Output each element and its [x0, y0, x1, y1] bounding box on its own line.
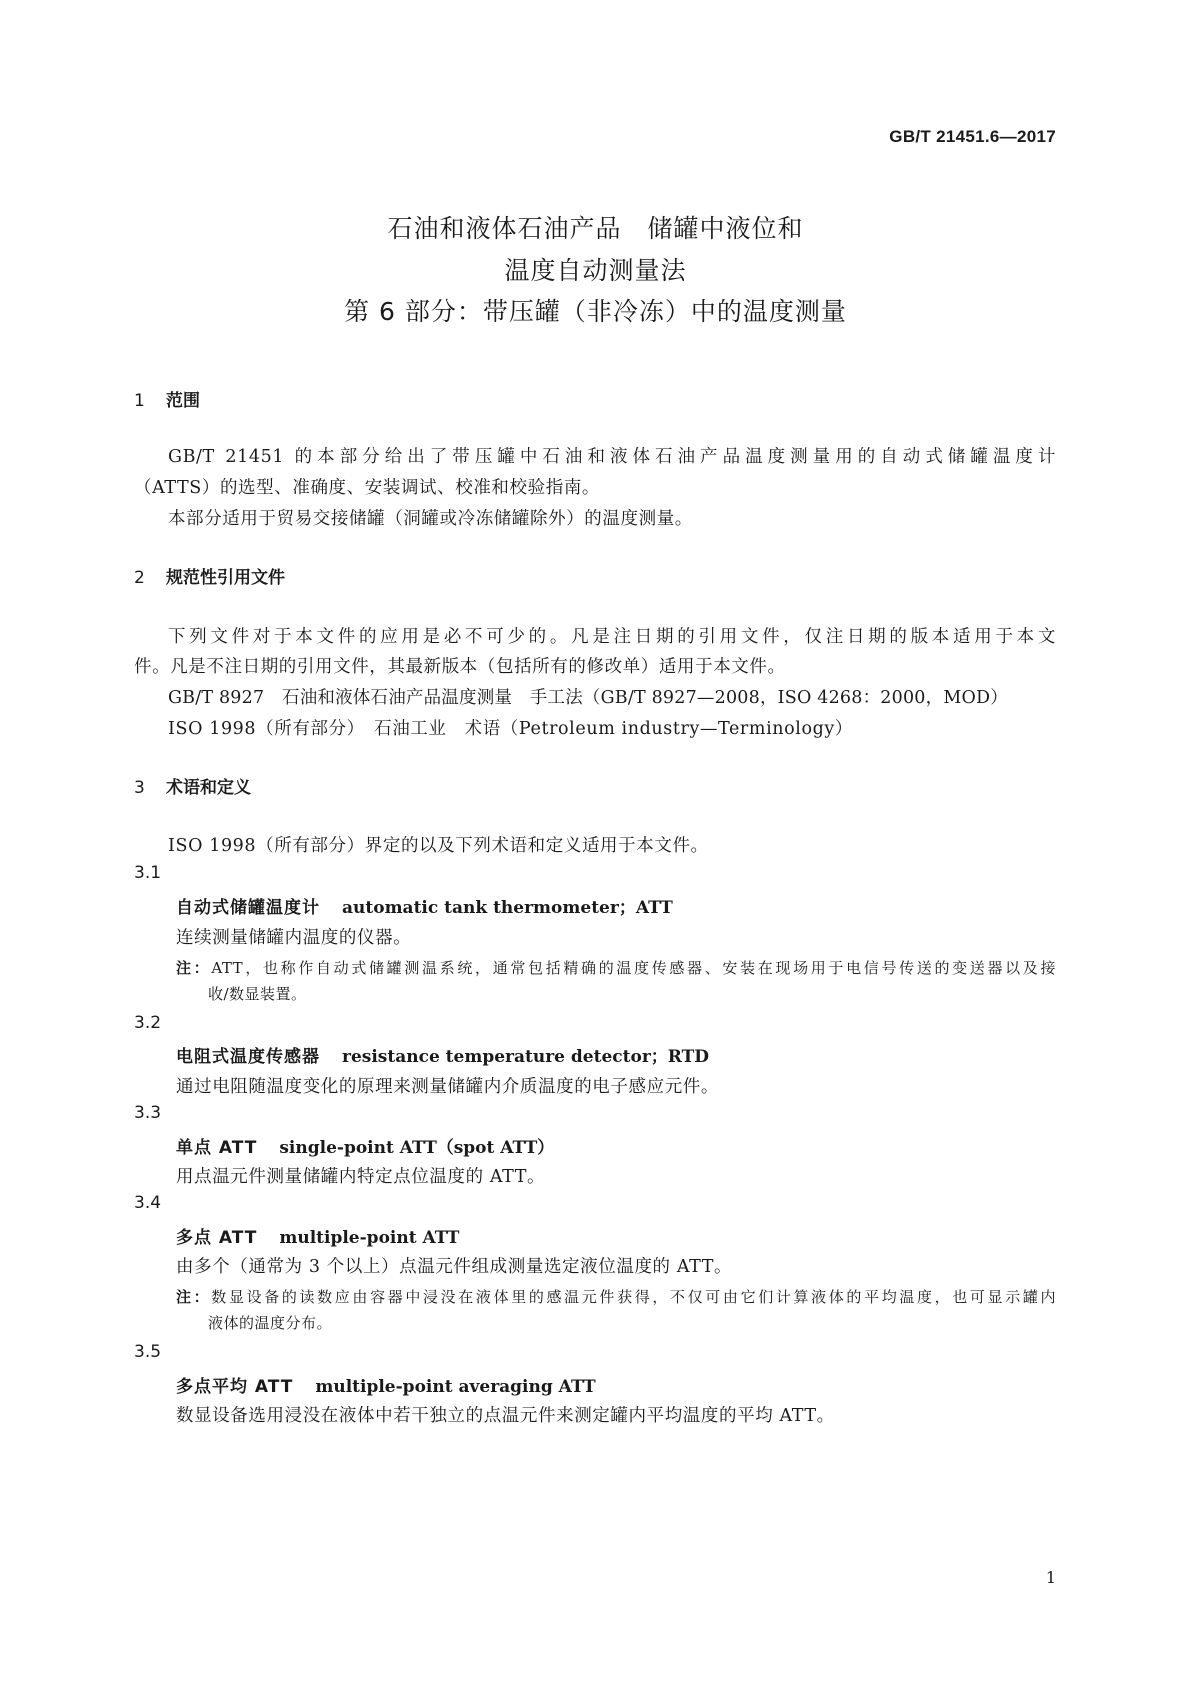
paragraph-text: GB/T 21451 的本部分给出了带压罐中石油和液体石油产品温度测量用的自动式储罐温度计: [168, 447, 1056, 467]
term-zh: 电阻式温度传感器: [176, 1047, 320, 1067]
title-line-1: 石油和液体石油产品 储罐中液位和: [387, 214, 804, 243]
section-2-heading: [134, 563, 285, 588]
paragraph-text: 本部分适用于贸易交接储罐（洞罐或冷冻储罐除外）的温度测量。: [168, 509, 693, 529]
paragraph: [134, 623, 1056, 648]
note-text: 收/数显装置。: [208, 985, 307, 1003]
term-number: 3.1: [134, 863, 162, 883]
reference-item: GB/T 8927 石油和液体石油产品温度测量 手工法（GB/T 8927—2008，ISO 4268：2000，MOD）: [168, 688, 1008, 708]
term-heading: [176, 1133, 554, 1158]
paragraph-text: ISO 1998（所有部分）界定的以及下列术语和定义适用于本文件。: [168, 836, 709, 856]
term-zh: 单点 ATT: [176, 1138, 258, 1158]
section-number: 2: [134, 568, 145, 588]
section-number: 1: [134, 391, 145, 411]
term-zh: 自动式储罐温度计: [176, 898, 320, 918]
term-zh: 多点 ATT: [176, 1228, 258, 1248]
section-title: 术语和定义: [166, 778, 251, 798]
paragraph-text: 件。凡是不注日期的引用文件，其最新版本（包括所有的修改单）适用于本文件。: [134, 657, 786, 677]
section-3-heading: [134, 773, 251, 798]
term-number: 3.4: [134, 1193, 162, 1213]
term-definition: 由多个（通常为 3 个以上）点温元件组成测量选定液位温度的 ATT。: [176, 1257, 733, 1277]
note-label: 注：: [176, 1288, 212, 1306]
paragraph-text: （ATTS）的选型、准确度、安装调试、校准和校验指南。: [134, 478, 601, 498]
page-number: 1: [1045, 1568, 1056, 1587]
term-note: [176, 957, 1056, 978]
title-line-2: 温度自动测量法: [504, 256, 687, 285]
term-zh: 多点平均 ATT: [176, 1377, 294, 1397]
standard-number: GB/T 21451.6—2017: [889, 127, 1056, 146]
term-en: single-point ATT（spot ATT）: [279, 1138, 555, 1158]
note-text: ATT，也称作自动式储罐测温系统，通常包括精确的温度传感器、安装在现场用于电信号传送的变送器以及接: [211, 959, 1056, 977]
section-1-heading: [134, 386, 200, 411]
term-heading: [176, 893, 673, 918]
term-definition: 通过电阻随温度变化的原理来测量储罐内介质温度的电子感应元件。: [176, 1077, 719, 1097]
term-definition: 用点温元件测量储罐内特定点位温度的 ATT。: [176, 1167, 546, 1187]
title-line-3: 第 6 部分：带压罐（非冷冻）中的温度测量: [344, 297, 847, 326]
term-heading: [176, 1042, 709, 1067]
note-text: 数显设备的读数应由容器中浸没在液体里的感温元件获得，不仅可由它们计算液体的平均温度，也可显示罐内: [211, 1288, 1056, 1306]
section-title: 范围: [166, 391, 200, 411]
paragraph: [134, 443, 1056, 468]
term-en: multiple-point ATT: [279, 1228, 460, 1248]
term-en: multiple-point averaging ATT: [315, 1377, 596, 1397]
term-heading: [176, 1372, 596, 1397]
note-label: 注：: [176, 959, 212, 977]
term-en: resistance temperature detector；RTD: [342, 1047, 710, 1067]
term-note: [176, 1286, 1056, 1307]
section-number: 3: [134, 778, 145, 798]
paragraph-text: 下列文件对于本文件的应用是必不可少的。凡是注日期的引用文件，仅注日期的版本适用于本文: [168, 627, 1056, 647]
term-number: 3.2: [134, 1013, 162, 1033]
term-heading: [176, 1223, 459, 1248]
term-number: 3.5: [134, 1342, 162, 1362]
term-definition: 连续测量储罐内温度的仪器。: [176, 928, 412, 948]
term-en: automatic tank thermometer；ATT: [342, 898, 673, 918]
reference-item: ISO 1998（所有部分） 石油工业 术语（Petroleum industry—Terminology）: [168, 719, 854, 739]
term-definition: 数显设备选用浸没在液体中若干独立的点温元件来测定罐内平均温度的平均 ATT。: [176, 1406, 835, 1426]
note-text: 液体的温度分布。: [208, 1314, 333, 1332]
section-title: 规范性引用文件: [166, 568, 285, 588]
term-number: 3.3: [134, 1103, 162, 1123]
